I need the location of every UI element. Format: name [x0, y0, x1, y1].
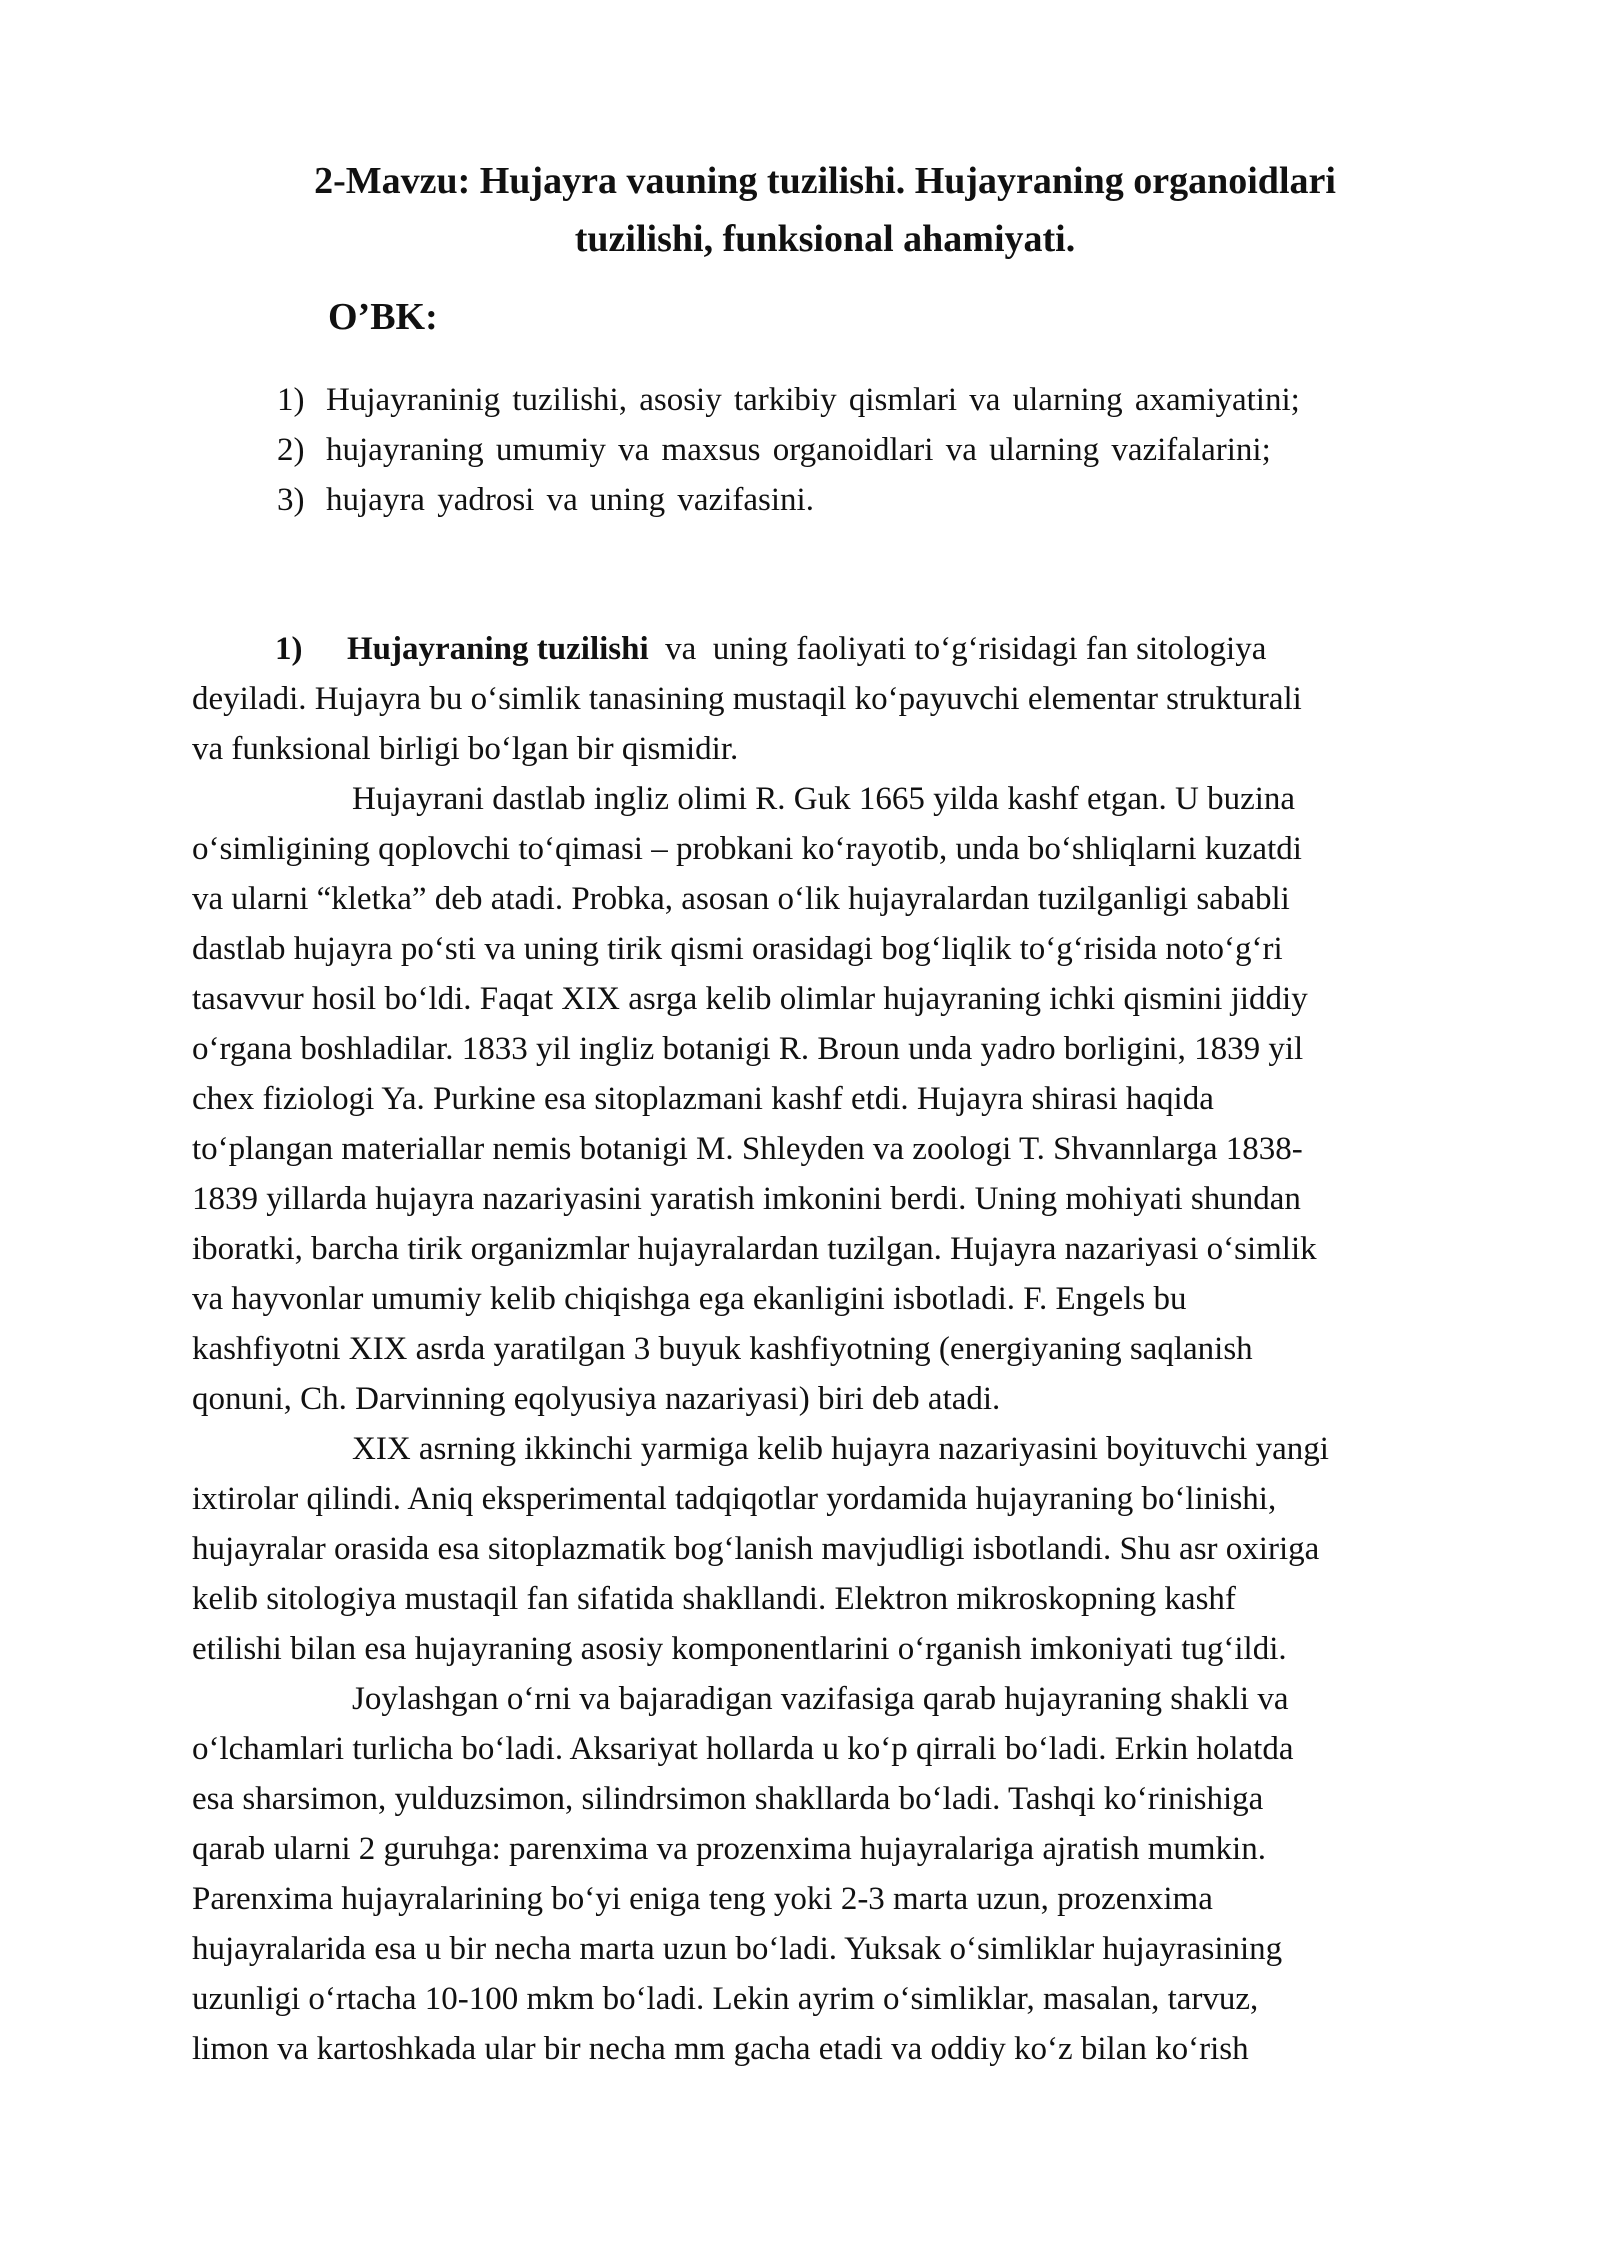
text-line: hujayralarida esa u bir necha marta uzun bo‘ladi. Yuksak o‘simliklar hujayrasining [192, 1931, 1283, 1967]
text-line: deyiladi. Hujayra bu o‘simlik tanasining mustaqil ko‘payuvchi elementar strukturali [192, 681, 1302, 717]
text-line: qarab ularni 2 guruhga: parenxima va prozenxima hujayralariga ajratish mumkin. [192, 1831, 1266, 1867]
section-bold-term: Hujayraning tuzilishi [347, 631, 649, 667]
text-line: to‘plangan materiallar nemis botanigi M. Shleyden va zoologi T. Shvannlarga 1838- [192, 1131, 1303, 1167]
text-line: uzunligi o‘rtacha 10-100 mkm bo‘ladi. Lekin ayrim o‘simliklar, masalan, tarvuz, [192, 1981, 1259, 2017]
title-line-2: tuzilishi, funksional ahamiyati. [574, 218, 1076, 260]
objective-text: hujayraning umumiy va maxsus organoidlari va ularning vazifalarini; [326, 432, 1271, 468]
text-line: kashfiyotni XIX asrda yaratilgan 3 buyuk kashfiyotning (energiyaning saqlanish [192, 1331, 1253, 1367]
text-line: va hayvonlar umumiy kelib chiqishga ega ekanligini isbotladi. F. Engels bu [192, 1281, 1187, 1317]
text-line: 1839 yillarda hujayra nazariyasini yaratish imkonini berdi. Uning mohiyati shundan [192, 1181, 1301, 1217]
text-line: o‘simligining qoplovchi to‘qimasi – probkani ko‘rayotib, unda bo‘shliqlarni kuzatdi [192, 831, 1302, 867]
obk-heading: O’BK: [328, 296, 438, 338]
objective-item [277, 475, 1477, 525]
text-line: chex fiziologi Ya. Purkine esa sitoplazmani kashf etdi. Hujayra shirasi haqida [192, 1081, 1214, 1117]
text-line: va funksional birligi bo‘lgan bir qismidir. [192, 731, 739, 767]
objectives-list [277, 375, 1477, 525]
paragraph-first-line [192, 774, 1492, 824]
text-line [192, 624, 1492, 674]
text-line: etilishi bilan esa hujayraning asosiy komponentlarini o‘rganish imkoniyati tug‘ildi. [192, 1631, 1287, 1667]
text-line: ixtirolar qilindi. Aniq eksperimental tadqiqotlar yordamida hujayraning bo‘linishi, [192, 1481, 1277, 1517]
section-number: 1) [275, 631, 303, 667]
objective-number: 3) [277, 482, 305, 518]
objective-number: 2) [277, 432, 305, 468]
paragraph-first-text: XIX asrning ikkinchi yarmiga kelib hujayra nazariyasini boyituvchi yangi [352, 1431, 1329, 1467]
title-line-1: 2-Mavzu: Hujayra vauning tuzilishi. Hujayraning organoidlari [314, 160, 1336, 202]
text-line: tasavvur hosil bo‘ldi. Faqat XIX asrga kelib olimlar hujayraning ichki qismini jiddiy [192, 981, 1308, 1017]
text-line: va ularni “kletka” deb atadi. Probka, asosan o‘lik hujayralardan tuzilganligi sababli [192, 881, 1290, 917]
text-line: o‘rgana boshladilar. 1833 yil ingliz botanigi R. Broun unda yadro borligini, 1839 yil [192, 1031, 1304, 1067]
body-text [192, 624, 1492, 2074]
text-line: dastlab hujayra po‘sti va uning tirik qismi orasidagi bog‘liqlik to‘g‘risida noto‘g‘ri [192, 931, 1283, 967]
section-line-rest: va uning faoliyati to‘g‘risidagi fan sitologiya [648, 631, 1267, 667]
objective-text: Hujayraninig tuzilishi, asosiy tarkibiy qismlari va ularning axamiyatini; [326, 382, 1300, 418]
objective-number: 1) [277, 382, 305, 418]
objective-item [277, 375, 1477, 425]
text-line: iboratki, barcha tirik organizmlar hujayralardan tuzilgan. Hujayra nazariyasi o‘simlik [192, 1231, 1317, 1267]
text-line: Parenxima hujayralarining bo‘yi eniga teng yoki 2-3 marta uzun, prozenxima [192, 1881, 1213, 1917]
text-line: kelib sitologiya mustaqil fan sifatida shakllandi. Elektron mikroskopning kashf [192, 1581, 1236, 1617]
text-line: limon va kartoshkada ular bir necha mm gacha etadi va oddiy ko‘z bilan ko‘rish [192, 2031, 1249, 2067]
paragraph-first-line [192, 1674, 1492, 1724]
objective-item [277, 425, 1477, 475]
paragraph-first-text: Hujayrani dastlab ingliz olimi R. Guk 1665 yilda kashf etgan. U buzina [352, 781, 1296, 817]
page-title [180, 152, 1470, 268]
objective-text: hujayra yadrosi va uning vazifasini. [326, 482, 814, 518]
paragraph-first-line [192, 1424, 1492, 1474]
text-line: hujayralar orasida esa sitoplazmatik bog‘lanish mavjudligi isbotlandi. Shu asr oxiriga [192, 1531, 1320, 1567]
text-line: qonuni, Ch. Darvinning eqolyusiya nazariyasi) biri deb atadi. [192, 1381, 1001, 1417]
paragraph-first-text: Joylashgan o‘rni va bajaradigan vazifasiga qarab hujayraning shakli va [352, 1681, 1289, 1717]
text-line: esa sharsimon, yulduzsimon, silindrsimon shakllarda bo‘ladi. Tashqi ko‘rinishiga [192, 1781, 1264, 1817]
text-line: o‘lchamlari turlicha bo‘ladi. Aksariyat hollarda u ko‘p qirrali bo‘ladi. Erkin holatda [192, 1731, 1294, 1767]
